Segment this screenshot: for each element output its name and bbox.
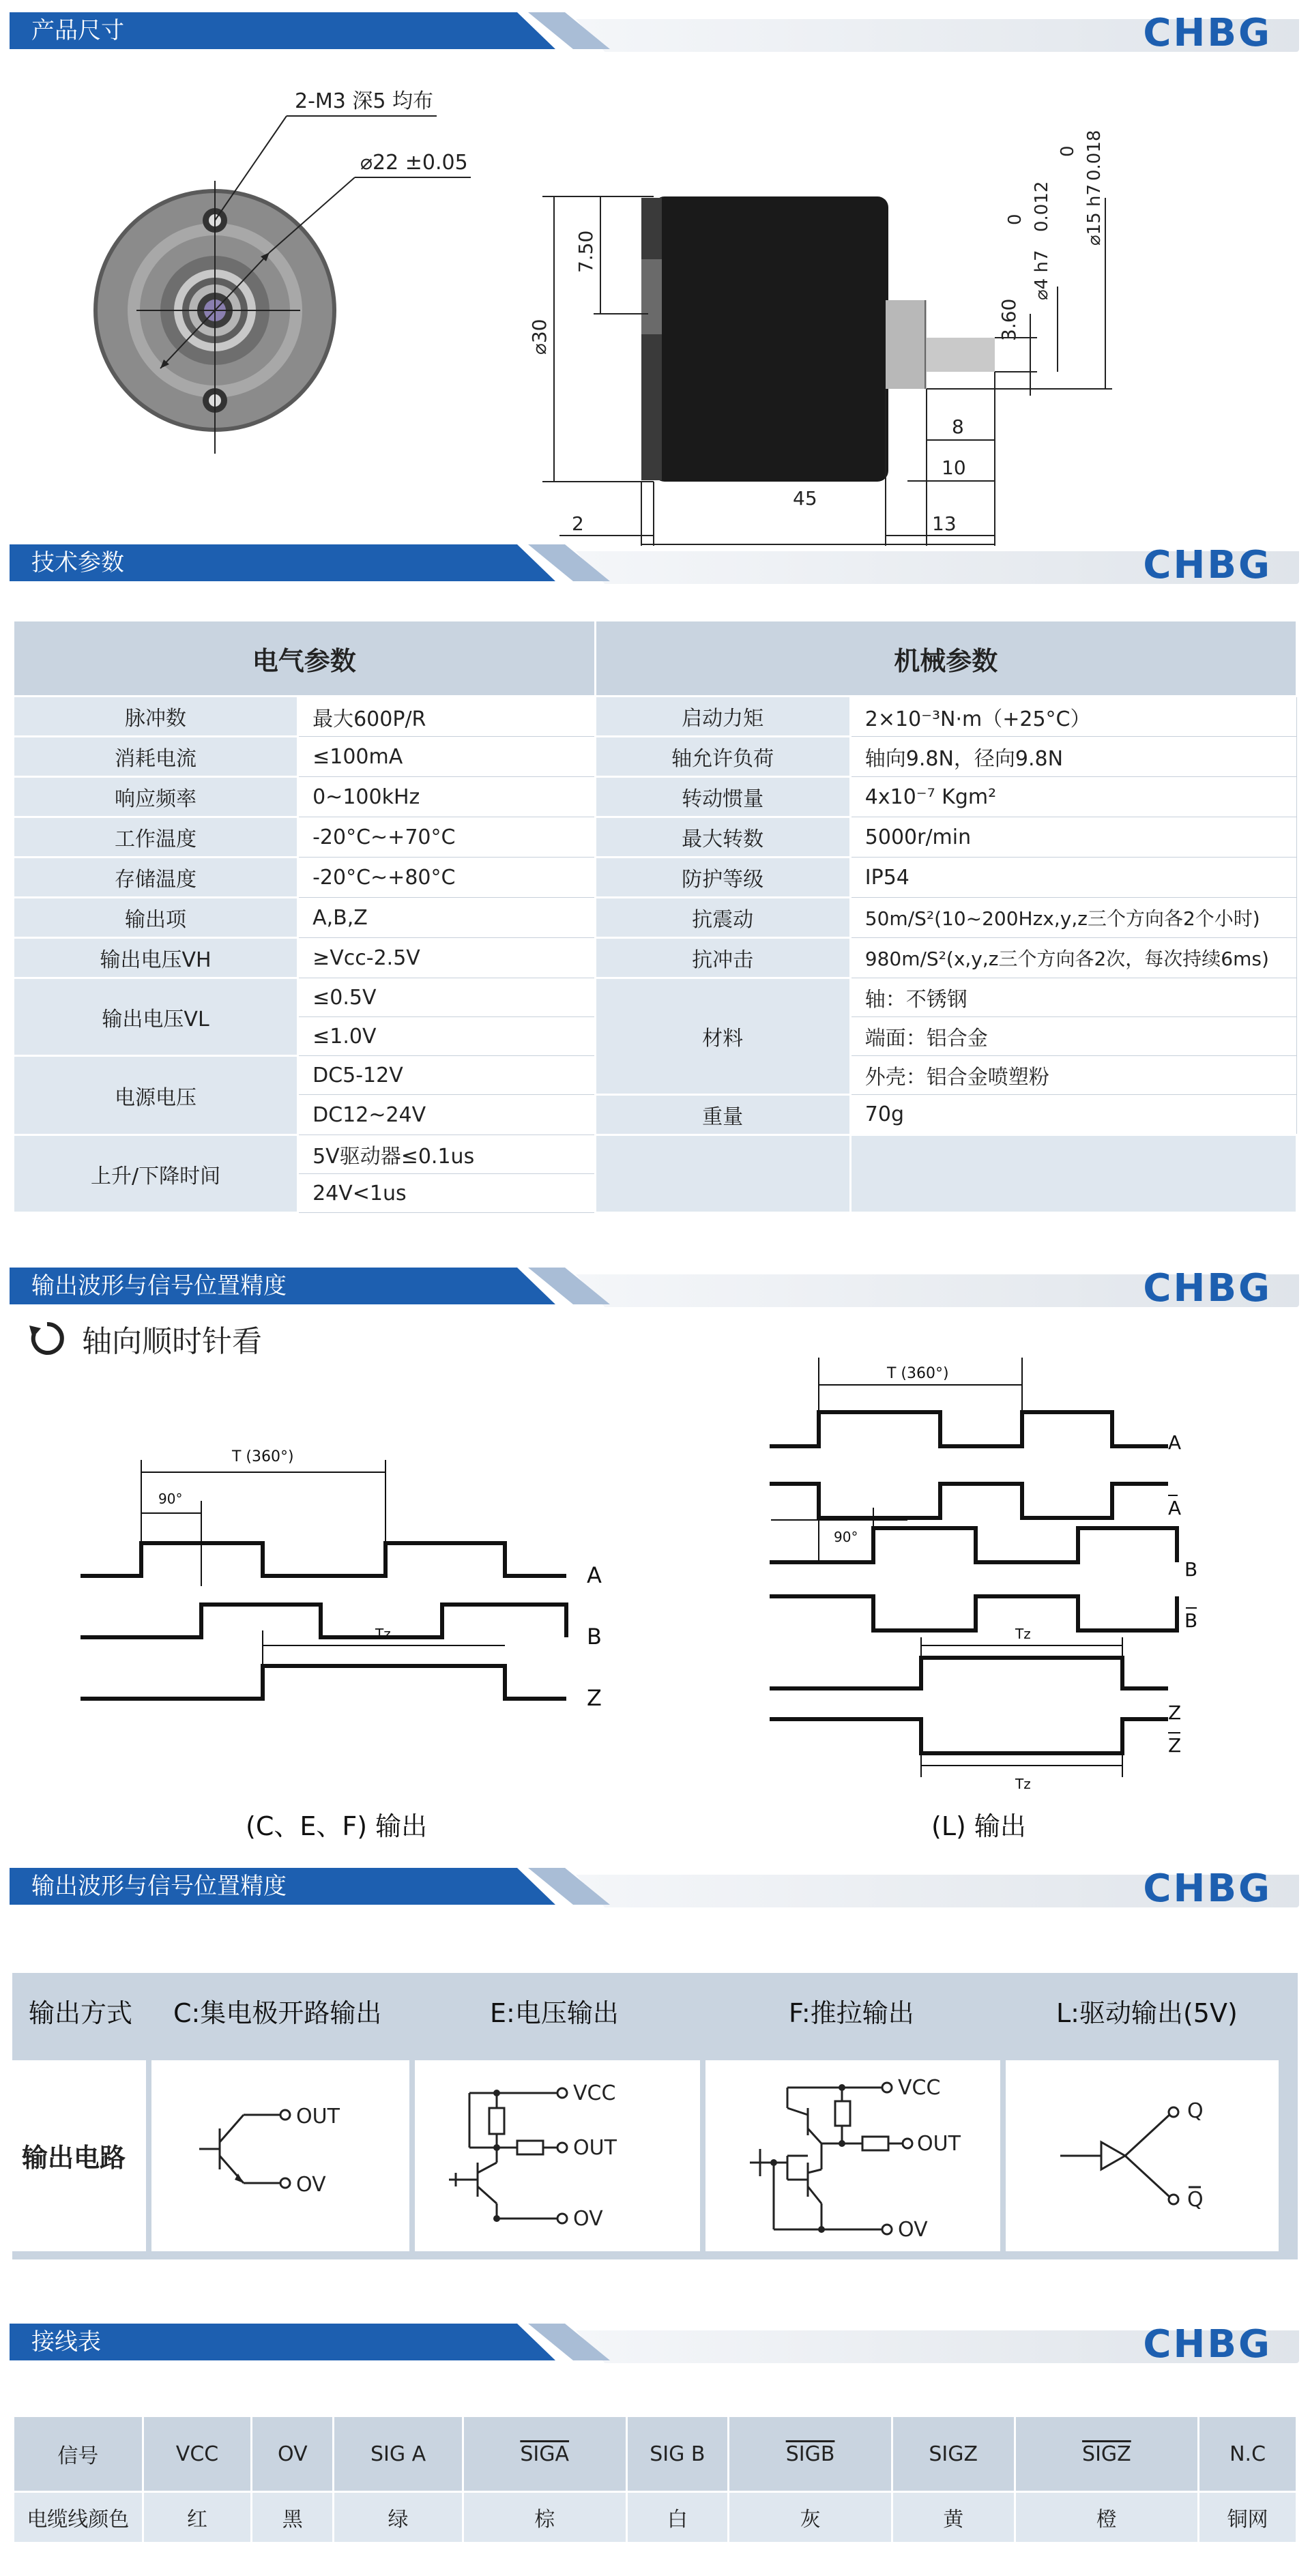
wiring-table: [12, 2415, 1298, 2544]
wiring-header: N.C: [1199, 2416, 1297, 2492]
empty-cell: [595, 1135, 850, 1213]
left-90-label: 90°: [158, 1491, 183, 1507]
left-A-label: A: [587, 1562, 602, 1588]
mech-value: IP54: [850, 858, 1296, 898]
d15-label: ⌀15 h7: [1084, 184, 1105, 246]
mech-label: 防护等级: [595, 858, 850, 898]
wiring-header: SIG B: [626, 2416, 729, 2492]
c-ov: OV: [296, 2173, 326, 2197]
tech-row: [14, 1135, 1297, 1174]
tech-row: [14, 777, 1297, 817]
e-ov: OV: [573, 2207, 603, 2231]
hole-note: 2-M3 深5 均布: [295, 89, 434, 113]
f-circuit-cell: [705, 2060, 1000, 2251]
mech-value: 2×10⁻³N·m（+25°C）: [850, 697, 1296, 737]
wiring-cell: 绿: [334, 2492, 463, 2543]
elec-title: 电气参数: [14, 621, 596, 697]
elec-value: 最大600P/R: [298, 697, 596, 737]
section-title: 输出波形与信号位置精度: [31, 1873, 287, 1900]
e-label: E:电压输出: [490, 1998, 619, 2028]
elec-label: 脉冲数: [14, 697, 298, 737]
d30-label: ⌀30: [528, 319, 551, 355]
mech-value: 4x10⁻⁷ Kgm²: [850, 777, 1296, 817]
c-out: OUT: [296, 2105, 340, 2128]
f-out: OUT: [917, 2132, 961, 2156]
rotation-label: 轴向顺时针看: [82, 1324, 262, 1359]
circuit-label: 输出电路: [22, 2143, 126, 2173]
elec-value: -20°C~+70°C: [298, 817, 596, 858]
right-Bbar-label: B: [1184, 1609, 1198, 1632]
brand-logo: CHBG: [1143, 543, 1272, 587]
elec-value: A,B,Z: [298, 898, 596, 938]
right-A-label: A: [1168, 1431, 1182, 1454]
dimension-drawing: [0, 55, 1310, 546]
tech-row: [14, 817, 1297, 858]
wiring-header: OV: [252, 2416, 334, 2492]
brand-logo: CHBG: [1143, 1266, 1272, 1311]
section-title: 技术参数: [31, 549, 124, 576]
wiring-header: SIGZ: [892, 2416, 1015, 2492]
elec-label: 消耗电流: [14, 737, 298, 777]
mode-label: 输出方式: [29, 1998, 133, 2028]
section-title: 接线表: [31, 2328, 101, 2356]
rise-label: 上升/下降时间: [14, 1135, 298, 1213]
elec-value: -20°C~+80°C: [298, 858, 596, 898]
d13-label: 13: [932, 512, 957, 535]
mech-value: 50m/S²(10~200Hzx,y,z三个方向各2个小时): [850, 898, 1296, 938]
tech-header-row: [14, 621, 1297, 697]
l-circuit: [1006, 2060, 1279, 2251]
right-90-label: 90°: [834, 1529, 858, 1545]
psu-value-1: DC5-12V: [298, 1056, 596, 1095]
tech-row: [14, 858, 1297, 898]
side-view: [528, 130, 1112, 546]
mech-label: 抗冲击: [595, 938, 850, 978]
section-title: 输出波形与信号位置精度: [31, 1272, 287, 1300]
section-header-wave: [10, 1262, 1299, 1311]
tech-table: [12, 619, 1298, 1214]
l-q: Q: [1187, 2099, 1204, 2123]
vl-value-2: ≤1.0V: [298, 1017, 596, 1056]
right-Tz-label: Tz: [1015, 1626, 1031, 1642]
right-Abar-label: A: [1168, 1497, 1182, 1519]
material-value-2: 端面：铝合金: [850, 1017, 1296, 1056]
wiring-header: SIGZ: [1015, 2416, 1199, 2492]
f-circuit: [705, 2060, 1000, 2251]
elec-label: 输出电压VH: [14, 938, 298, 978]
l-label: L:驱动输出(5V): [1056, 1998, 1238, 2028]
mech-value: 980m/S²(x,y,z三个方向各2次，每次持续6ms): [850, 938, 1296, 978]
vl-label: 输出电压VL: [14, 978, 298, 1056]
right-Zbar-label: Z: [1168, 1734, 1182, 1757]
wiring-cell: 铜网: [1199, 2492, 1297, 2543]
f-label: F:推拉输出: [789, 1998, 914, 2028]
right-Tz-label-2: Tz: [1015, 1776, 1031, 1792]
d750-label: 7.50: [574, 230, 597, 273]
c-circuit-cell: [151, 2060, 409, 2251]
wiring-header: SIGA: [463, 2416, 626, 2492]
section-header-tech: [10, 539, 1299, 587]
brand-logo: CHBG: [1143, 1867, 1272, 1911]
e-circuit: [415, 2060, 700, 2251]
tech-row: [14, 737, 1297, 777]
f-ov: OV: [898, 2218, 928, 2242]
brand-logo: CHBG: [1143, 2322, 1272, 2367]
rise-value-2: 24V<1us: [298, 1174, 596, 1213]
weight-label: 重量: [595, 1095, 850, 1135]
brand-logo: CHBG: [1143, 11, 1272, 55]
wiring-header: VCC: [143, 2416, 252, 2492]
empty-cell: [850, 1135, 1296, 1213]
wiring-color-row: [14, 2492, 1297, 2543]
tech-row: [14, 978, 1297, 1017]
rise-value-1: 5V驱动器≤0.1us: [298, 1135, 596, 1174]
mech-title: 机械参数: [595, 621, 1296, 697]
wiring-cell: 橙: [1015, 2492, 1199, 2543]
f-vcc: VCC: [898, 2076, 941, 2100]
e-out: OUT: [573, 2136, 617, 2160]
tech-row: [14, 898, 1297, 938]
material-label: 材料: [595, 978, 850, 1095]
clockwise-arrow-icon: [27, 1319, 67, 1358]
l-circuit-cell: [1006, 2060, 1279, 2251]
section-title: 产品尺寸: [31, 17, 124, 44]
mech-label: 轴允许负荷: [595, 737, 850, 777]
waveform-diagram: [0, 1358, 1310, 1849]
wiring-cell: 黄: [892, 2492, 1015, 2543]
c-label: C:集电极开路输出: [173, 1998, 382, 2028]
elec-label: 工作温度: [14, 817, 298, 858]
mech-value: 5000r/min: [850, 817, 1296, 858]
right-T-label: T (360°): [887, 1365, 949, 1382]
d8-label: 8: [952, 415, 964, 438]
d4-label: ⌀4 h7: [1032, 250, 1052, 300]
mech-value: 轴向9.8N，径向9.8N: [850, 737, 1296, 777]
elec-value: 0~100kHz: [298, 777, 596, 817]
d15-zero: 0: [1058, 145, 1078, 157]
d360-label: 3.60: [998, 298, 1020, 341]
elec-value: ≤100mA: [298, 737, 596, 777]
section-header-circuit: [10, 1862, 1299, 1911]
dia22-label: ⌀22 ±0.05: [360, 151, 468, 175]
left-B-label: B: [587, 1624, 602, 1650]
l-qbar: Q: [1187, 2188, 1204, 2212]
elec-label: 输出项: [14, 898, 298, 938]
d2-label: 2: [572, 512, 584, 535]
rotation-note: [27, 1318, 262, 1359]
section-header-dims: [10, 7, 1299, 55]
psu-value-2: DC12~24V: [298, 1095, 596, 1135]
d4-tol: 0.012: [1032, 181, 1052, 232]
wiring-header: SIGB: [729, 2416, 892, 2492]
wiring-cell: 红: [143, 2492, 252, 2543]
mech-label: 抗震动: [595, 898, 850, 938]
mech-label: 启动力矩: [595, 697, 850, 737]
tech-row: [14, 697, 1297, 737]
left-Z-label: Z: [587, 1685, 602, 1711]
mech-label: 转动惯量: [595, 777, 850, 817]
section-header-wiring: [10, 2318, 1299, 2367]
d10-label: 10: [942, 456, 966, 479]
e-circuit-cell: [415, 2060, 700, 2251]
d15-tol: 0.018: [1084, 130, 1105, 181]
left-Tz-label: Tz: [375, 1626, 391, 1642]
elec-value: ≥Vcc-2.5V: [298, 938, 596, 978]
d4-zero: 0: [1005, 214, 1025, 225]
elec-label: 存储温度: [14, 858, 298, 898]
right-Z-label: Z: [1168, 1701, 1182, 1724]
front-view: [93, 89, 471, 454]
right-B-label: B: [1184, 1558, 1198, 1581]
d45-label: 45: [793, 487, 817, 510]
wiring-cell: 棕: [463, 2492, 626, 2543]
tech-row: [14, 938, 1297, 978]
weight-value: 70g: [850, 1095, 1296, 1135]
wiring-cell: 灰: [729, 2492, 892, 2543]
wiring-cell: 电缆线颜色: [14, 2492, 143, 2543]
psu-label: 电源电压: [14, 1056, 298, 1135]
vl-value-1: ≤0.5V: [298, 978, 596, 1017]
wiring-header-row: [14, 2416, 1297, 2492]
material-value-3: 外壳：铝合金喷塑粉: [850, 1056, 1296, 1095]
elec-label: 响应频率: [14, 777, 298, 817]
wiring-cell: 白: [626, 2492, 729, 2543]
wiring-header: 信号: [14, 2416, 143, 2492]
wiring-header: SIG A: [334, 2416, 463, 2492]
caption-right: (L) 输出: [931, 1811, 1026, 1841]
output-circuit-table: [12, 1973, 1298, 2259]
mech-label: 最大转数: [595, 817, 850, 858]
caption-left: (C、E、F) 输出: [246, 1811, 428, 1841]
c-circuit: [151, 2060, 409, 2251]
circuit-label-cell: [12, 2060, 146, 2251]
e-vcc: VCC: [573, 2081, 616, 2105]
wiring-cell: 黑: [252, 2492, 334, 2543]
left-T-label: T (360°): [232, 1448, 294, 1465]
material-value-1: 轴：不锈钢: [850, 978, 1296, 1017]
